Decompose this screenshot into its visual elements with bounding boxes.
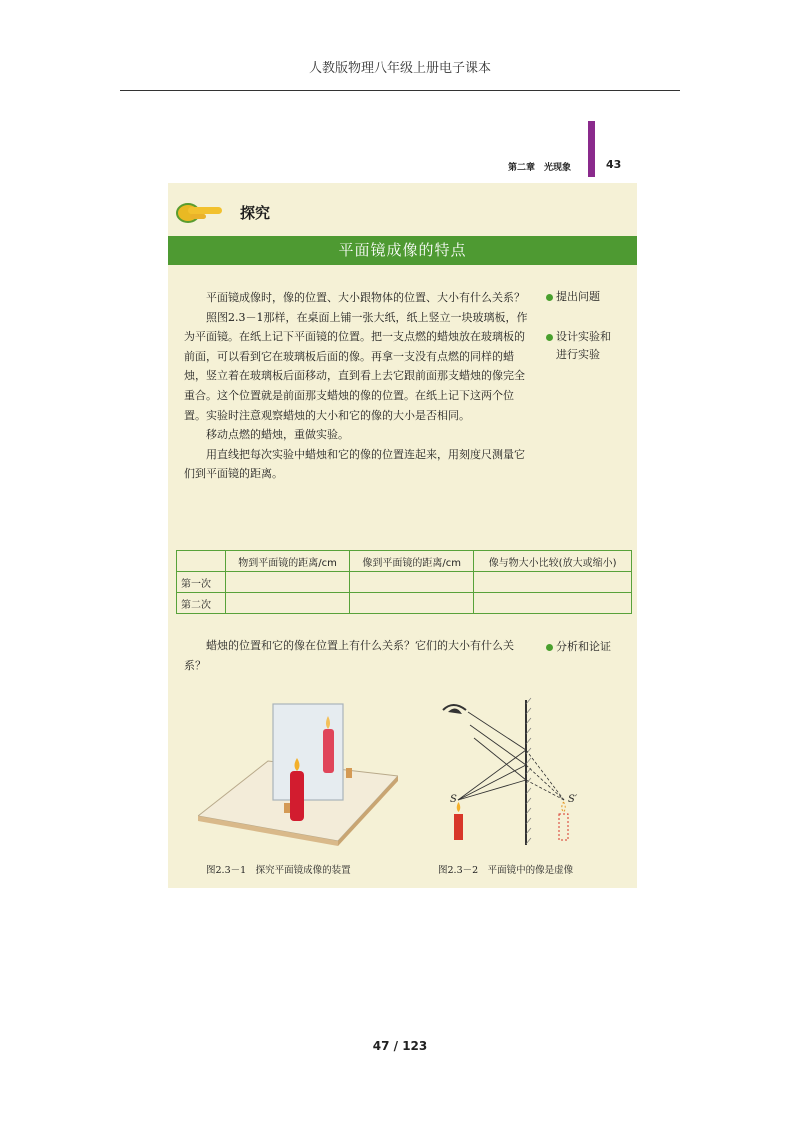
bullet-dot-icon (546, 644, 553, 651)
table-cell (474, 572, 632, 593)
figure2-caption: 图2.3－2 平面镜中的像是虚像 (438, 865, 574, 876)
table-header-row (177, 551, 632, 572)
table-cell (350, 593, 474, 614)
note-analysis: 分析和论证 (546, 638, 611, 656)
pdf-page-indicator: 47 / 123 (372, 1039, 428, 1053)
candle-virtual (559, 814, 568, 840)
textbook-page (168, 118, 637, 888)
header-rule (120, 90, 680, 91)
paragraph-question: 平面镜成像时，像的位置、大小跟物体的位置、大小有什么关系？ (206, 291, 525, 304)
virtual-image-diagram (438, 690, 588, 850)
table-cell (226, 572, 350, 593)
book-page-number: 43 (606, 158, 622, 171)
table-cell (350, 572, 474, 593)
label-s: S (450, 794, 457, 805)
row-label: 第一次 (177, 572, 226, 593)
note-raise-question: 提出问题 (546, 288, 600, 306)
paragraph-repeat: 移动点燃的蜡烛，重做实验。 (206, 428, 349, 442)
table-header: 像与物大小比较(放大或缩小) (474, 551, 632, 572)
paragraph-measure: 用直线把每次实验中蜡烛和它的像的位置连起来，用刻度尺测量它们到平面镜的距离。 (184, 447, 525, 481)
section-label: 探究 (240, 204, 271, 222)
table-row (177, 593, 632, 614)
table-header: 像到平面镜的距离/cm (350, 551, 474, 572)
document-header: 人教版物理八年级上册电子课本 (308, 61, 491, 76)
table-row (177, 572, 632, 593)
table-cell (226, 593, 350, 614)
note-design-experiment: 设计实验和 进行实验 (546, 328, 611, 364)
paragraph-procedure: 照图2.3－1那样，在桌面上铺一张大纸，纸上竖立一块玻璃板，作为平面镜。在纸上记下平面镜的位置。把一支点燃的蜡烛放在玻璃板的前面，可以看到它在玻璃板后面的像。再拿一支没有点燃的同样的蜡烛，竖立着在玻璃板后面移动，直到看上去它跟前面那支蜡烛的像完全重合。这个位置就是前面那支蜡烛的像的位置。在纸上记下这两个位置。实验时注意观察蜡烛的大小和它的像的大小是否相同。 (184, 310, 528, 422)
pointing-hand-icon (176, 200, 226, 224)
eye-icon (443, 705, 466, 714)
analysis-question: 蜡烛的位置和它的像在位置上有什么关系？它们的大小有什么关系？ (184, 639, 514, 672)
table-header (177, 551, 226, 572)
row-label: 第二次 (177, 593, 226, 614)
label-s-prime: S′ (568, 794, 578, 805)
candle-image (323, 729, 334, 773)
body-text (184, 288, 534, 484)
activity-banner: 平面镜成像的特点 (168, 236, 637, 265)
table-cell (474, 593, 632, 614)
candle-object (454, 814, 463, 840)
bullet-dot-icon (546, 334, 553, 341)
figure1-caption: 图2.3－1 探究平面镜成像的装置 (206, 865, 351, 876)
bullet-dot-icon (546, 294, 553, 301)
mirror-setup-figure (198, 696, 398, 846)
chapter-tab (588, 121, 595, 177)
candle-front (290, 771, 304, 821)
chapter-title: 第二章 光现象 (508, 163, 572, 173)
table-header: 物到平面镜的距离/cm (226, 551, 350, 572)
page-top-band (168, 118, 637, 183)
record-table (176, 550, 632, 614)
